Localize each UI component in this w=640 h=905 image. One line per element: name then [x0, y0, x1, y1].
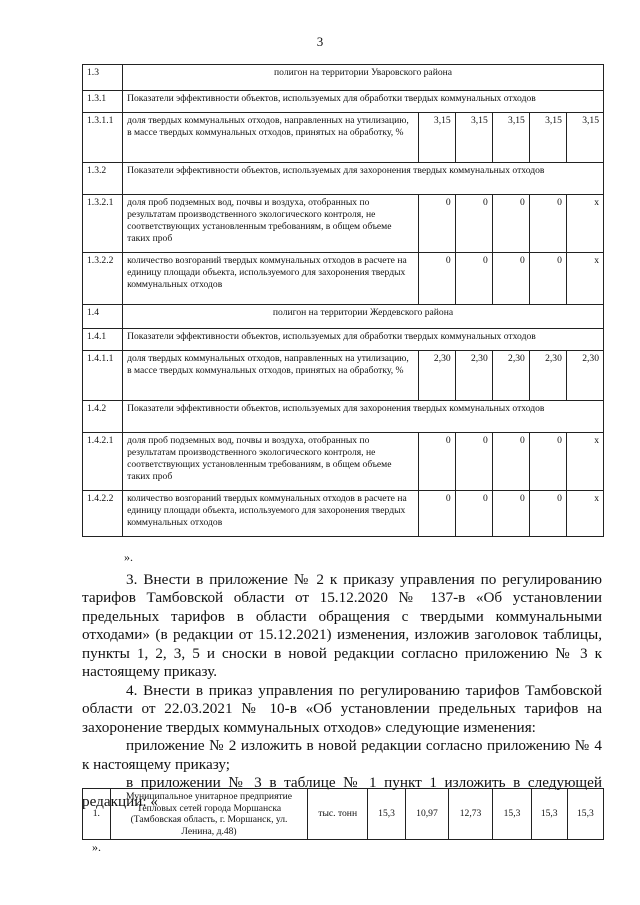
table-row — [83, 401, 604, 433]
table-row — [83, 163, 604, 195]
section-heading: полигон на территории Уваровского района — [123, 65, 604, 91]
row-number: 1.4 — [83, 305, 123, 329]
value-cell: 15,3 — [567, 789, 603, 840]
table-row — [83, 329, 604, 351]
value-cell: 12,73 — [448, 789, 493, 840]
row-number: 1.4.2.1 — [83, 433, 123, 491]
value-cell: 0 — [529, 253, 566, 305]
value-cell: 0 — [418, 195, 455, 253]
value-cell: 2,30 — [455, 351, 492, 401]
value-cell: x — [566, 195, 603, 253]
closing-quote: ». — [124, 550, 133, 564]
table-row — [83, 305, 604, 329]
value-cell: 3,15 — [455, 113, 492, 163]
value-cell: 0 — [455, 433, 492, 491]
paragraph-4b: в приложении № 3 в таблице № 1 пункт 1 изложить в следующей редакции: « — [82, 774, 602, 810]
value-cell: 0 — [492, 433, 529, 491]
value-cell: 3,15 — [529, 113, 566, 163]
value-cell: x — [566, 491, 603, 537]
value-cell: 0 — [529, 195, 566, 253]
indicator-description: доля твердых коммунальных отходов, направленных на утилизацию, в массе твердых коммунальных отходов, принятых на обработку, % — [123, 351, 419, 401]
value-cell: 0 — [418, 433, 455, 491]
page-number: 3 — [316, 34, 324, 49]
row-number: 1. — [83, 789, 111, 840]
table-row — [83, 433, 604, 491]
table-row — [83, 65, 604, 91]
row-number: 1.4.2.2 — [83, 491, 123, 537]
value-cell: 2,30 — [492, 351, 529, 401]
table-row — [83, 253, 604, 305]
organization-name: Муниципальное унитарное предприятие Тепловых сетей города Моршанска (Тамбовская область, г. Моршанск, ул. Ленина, д.48) — [110, 789, 308, 840]
value-cell: 2,30 — [566, 351, 603, 401]
value-cell: 15,3 — [531, 789, 567, 840]
indicators-table — [82, 64, 604, 537]
row-number: 1.4.1 — [83, 329, 123, 351]
value-cell: 0 — [455, 195, 492, 253]
value-cell: 0 — [529, 491, 566, 537]
value-cell: 0 — [418, 491, 455, 537]
value-cell: 3,15 — [566, 113, 603, 163]
row-number: 1.3.2 — [83, 163, 123, 195]
value-cell: 3,15 — [492, 113, 529, 163]
row-number: 1.4.2 — [83, 401, 123, 433]
indicator-description: количество возгораний твердых коммунальных отходов в расчете на единицу площади объекта, используемого для захоронения твердых коммунальных отходов — [123, 253, 419, 305]
value-cell: 3,15 — [418, 113, 455, 163]
value-cell: 0 — [492, 195, 529, 253]
subsection-heading: Показатели эффективности объектов, используемых для обработки твердых коммунальных отходов — [123, 91, 604, 113]
table-row — [83, 491, 604, 537]
row-number: 1.3.1 — [83, 91, 123, 113]
unit: тыс. тонн — [308, 789, 368, 840]
row-number: 1.4.1.1 — [83, 351, 123, 401]
row-number: 1.3 — [83, 65, 123, 91]
closing-quote: ». — [92, 840, 101, 854]
subsection-heading: Показатели эффективности объектов, используемых для захоронения твердых коммунальных отходов — [123, 163, 604, 195]
value-cell: 10,97 — [406, 789, 449, 840]
value-cell: x — [566, 433, 603, 491]
table-row — [83, 195, 604, 253]
enterprise-table — [82, 788, 604, 840]
row-number: 1.3.1.1 — [83, 113, 123, 163]
value-cell: 2,30 — [418, 351, 455, 401]
body-text — [82, 548, 602, 811]
paragraph-4: 4. Внести в приказ управления по регулированию тарифов Тамбовской области от 22.03.2021 № 10-в «Об установлении предельных тарифов на захоронение твердых коммунальных отходов» следующие изменения: — [82, 681, 602, 736]
value-cell: 0 — [455, 491, 492, 537]
row-number: 1.3.2.2 — [83, 253, 123, 305]
paragraph-3: 3. Внести в приложение № 2 к приказу управления по регулированию тарифов Тамбовской области от 15.12.2020 № 137-в «Об установлении предельных тарифов в области обращения с твердыми коммунальными отходами» (в редакции от 15.12.2021) изменения, изложив заголовок таблицы, пункты 1, 2, 3, 5 и сноски в новой редакции согласно приложению № 3 к настоящему приказу. — [82, 570, 602, 680]
paragraph-4a: приложение № 2 изложить в новой редакции согласно приложению № 4 к настоящему приказу; — [82, 737, 602, 773]
indicator-description: доля твердых коммунальных отходов, направленных на утилизацию, в массе твердых коммунальных отходов, принятых на обработку, % — [123, 113, 419, 163]
value-cell: 2,30 — [529, 351, 566, 401]
subsection-heading: Показатели эффективности объектов, используемых для захоронения твердых коммунальных отходов — [123, 401, 604, 433]
value-cell: 15,3 — [493, 789, 531, 840]
row-number: 1.3.2.1 — [83, 195, 123, 253]
indicator-description: количество возгораний твердых коммунальных отходов в расчете на единицу площади объекта, используемого для захоронения твердых коммунальных отходов — [123, 491, 419, 537]
section-heading: полигон на территории Жердевского района — [123, 305, 604, 329]
value-cell: 0 — [492, 253, 529, 305]
table-row — [83, 91, 604, 113]
value-cell: 0 — [418, 253, 455, 305]
value-cell: 0 — [492, 491, 529, 537]
table-row — [83, 789, 604, 840]
value-cell: x — [566, 253, 603, 305]
subsection-heading: Показатели эффективности объектов, используемых для обработки твердых коммунальных отходов — [123, 329, 604, 351]
value-cell: 0 — [529, 433, 566, 491]
indicator-description: доля проб подземных вод, почвы и воздуха, отобранных по результатам производственного экологического контроля, не соответствующих установленным требованиям, в общем объеме таких проб — [123, 433, 419, 491]
table-row — [83, 113, 604, 163]
value-cell: 15,3 — [367, 789, 405, 840]
indicator-description: доля проб подземных вод, почвы и воздуха, отобранных по результатам производственного экологического контроля, не соответствующих установленным требованиям, в общем объеме таких проб — [123, 195, 419, 253]
value-cell: 0 — [455, 253, 492, 305]
table-row — [83, 351, 604, 401]
